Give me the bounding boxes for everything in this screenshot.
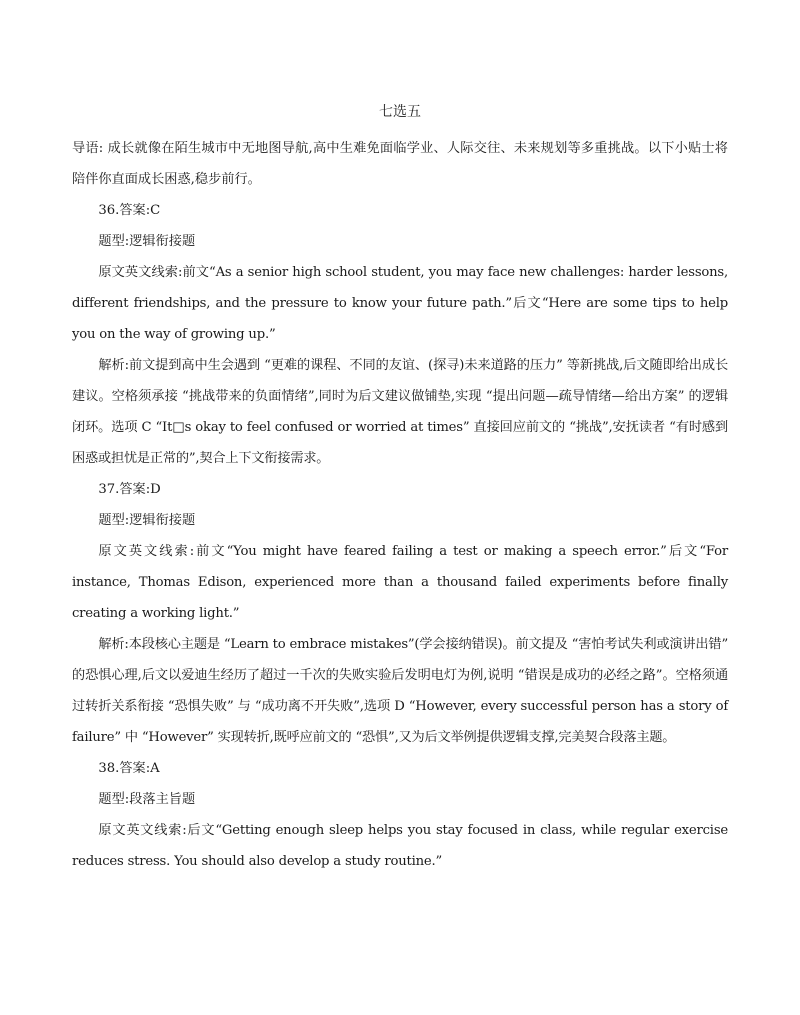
- page-title: 七选五: [379, 104, 421, 120]
- question-type-38: 题型:段落主旨题: [98, 792, 196, 807]
- answer-38: 38.答案:A: [98, 761, 160, 776]
- analysis-36: 解析:前文提到高中生会遇到 “更难的课程、不同的友谊、(探寻)未来道路的压力” 等新挑战,后文随即给出成长建议。空格须承接 “挑战带来的负面情绪”,同时为后文建议做铺垫,实现 “提出问题—疏导情绪—给出方案” 的逻辑闭环。选项 C “It□s okay to feel confused or worried at times” 直接回应前文的 “挑战”,安抚读者 “有时感到困惑或担忧是正常的”,契合上下文衔接需求。: [72, 358, 728, 466]
- clue-38: 原文英文线索:后文“Getting enough sleep helps you stay focused in class, while regular exercise reduces stress. You should also develop a study routine.”: [72, 823, 728, 869]
- analysis-37: 解析:本段核心主题是 “Learn to embrace mistakes”(学会接纳错误)。前文提及 “害怕考试失利或演讲出错” 的恐惧心理,后文以爱迪生经历了超过一千次的失败实验后发明电灯为例,说明 “错误是成功的必经之路”。空格须通过转折关系衔接 “恐惧失败” 与 “成功离不开失败”,选项 D “However, every successful person has a story of failure” 中 “However” 实现转折,既呼应前文的 “恐惧”,又为后文举例提供逻辑支撑,完美契合段落主题。: [72, 637, 728, 745]
- question-type-36: 题型:逻辑衔接题: [98, 234, 196, 249]
- intro-paragraph: 导语: 成长就像在陌生城市中无地图导航,高中生难免面临学业、人际交往、未来规划等多重挑战。以下小贴士将陪伴你直面成长困惑,稳步前行。: [72, 141, 728, 187]
- question-type-37: 题型:逻辑衔接题: [98, 513, 196, 528]
- answer-37: 37.答案:D: [98, 482, 161, 497]
- answer-36: 36.答案:C: [98, 203, 161, 218]
- clue-36: 原文英文线索:前文“As a senior high school student, you may face new challenges: harder lessons, different friendships, and the pressure to know your future path.”后文“Here are some tips to help you on the way of growing up.”: [72, 265, 728, 342]
- clue-37: 原文英文线索:前文“You might have feared failing a test or making a speech error.”后文“For instance, Thomas Edison, experienced more than a thousand failed experiments before finally creating a working light.”: [72, 544, 728, 621]
